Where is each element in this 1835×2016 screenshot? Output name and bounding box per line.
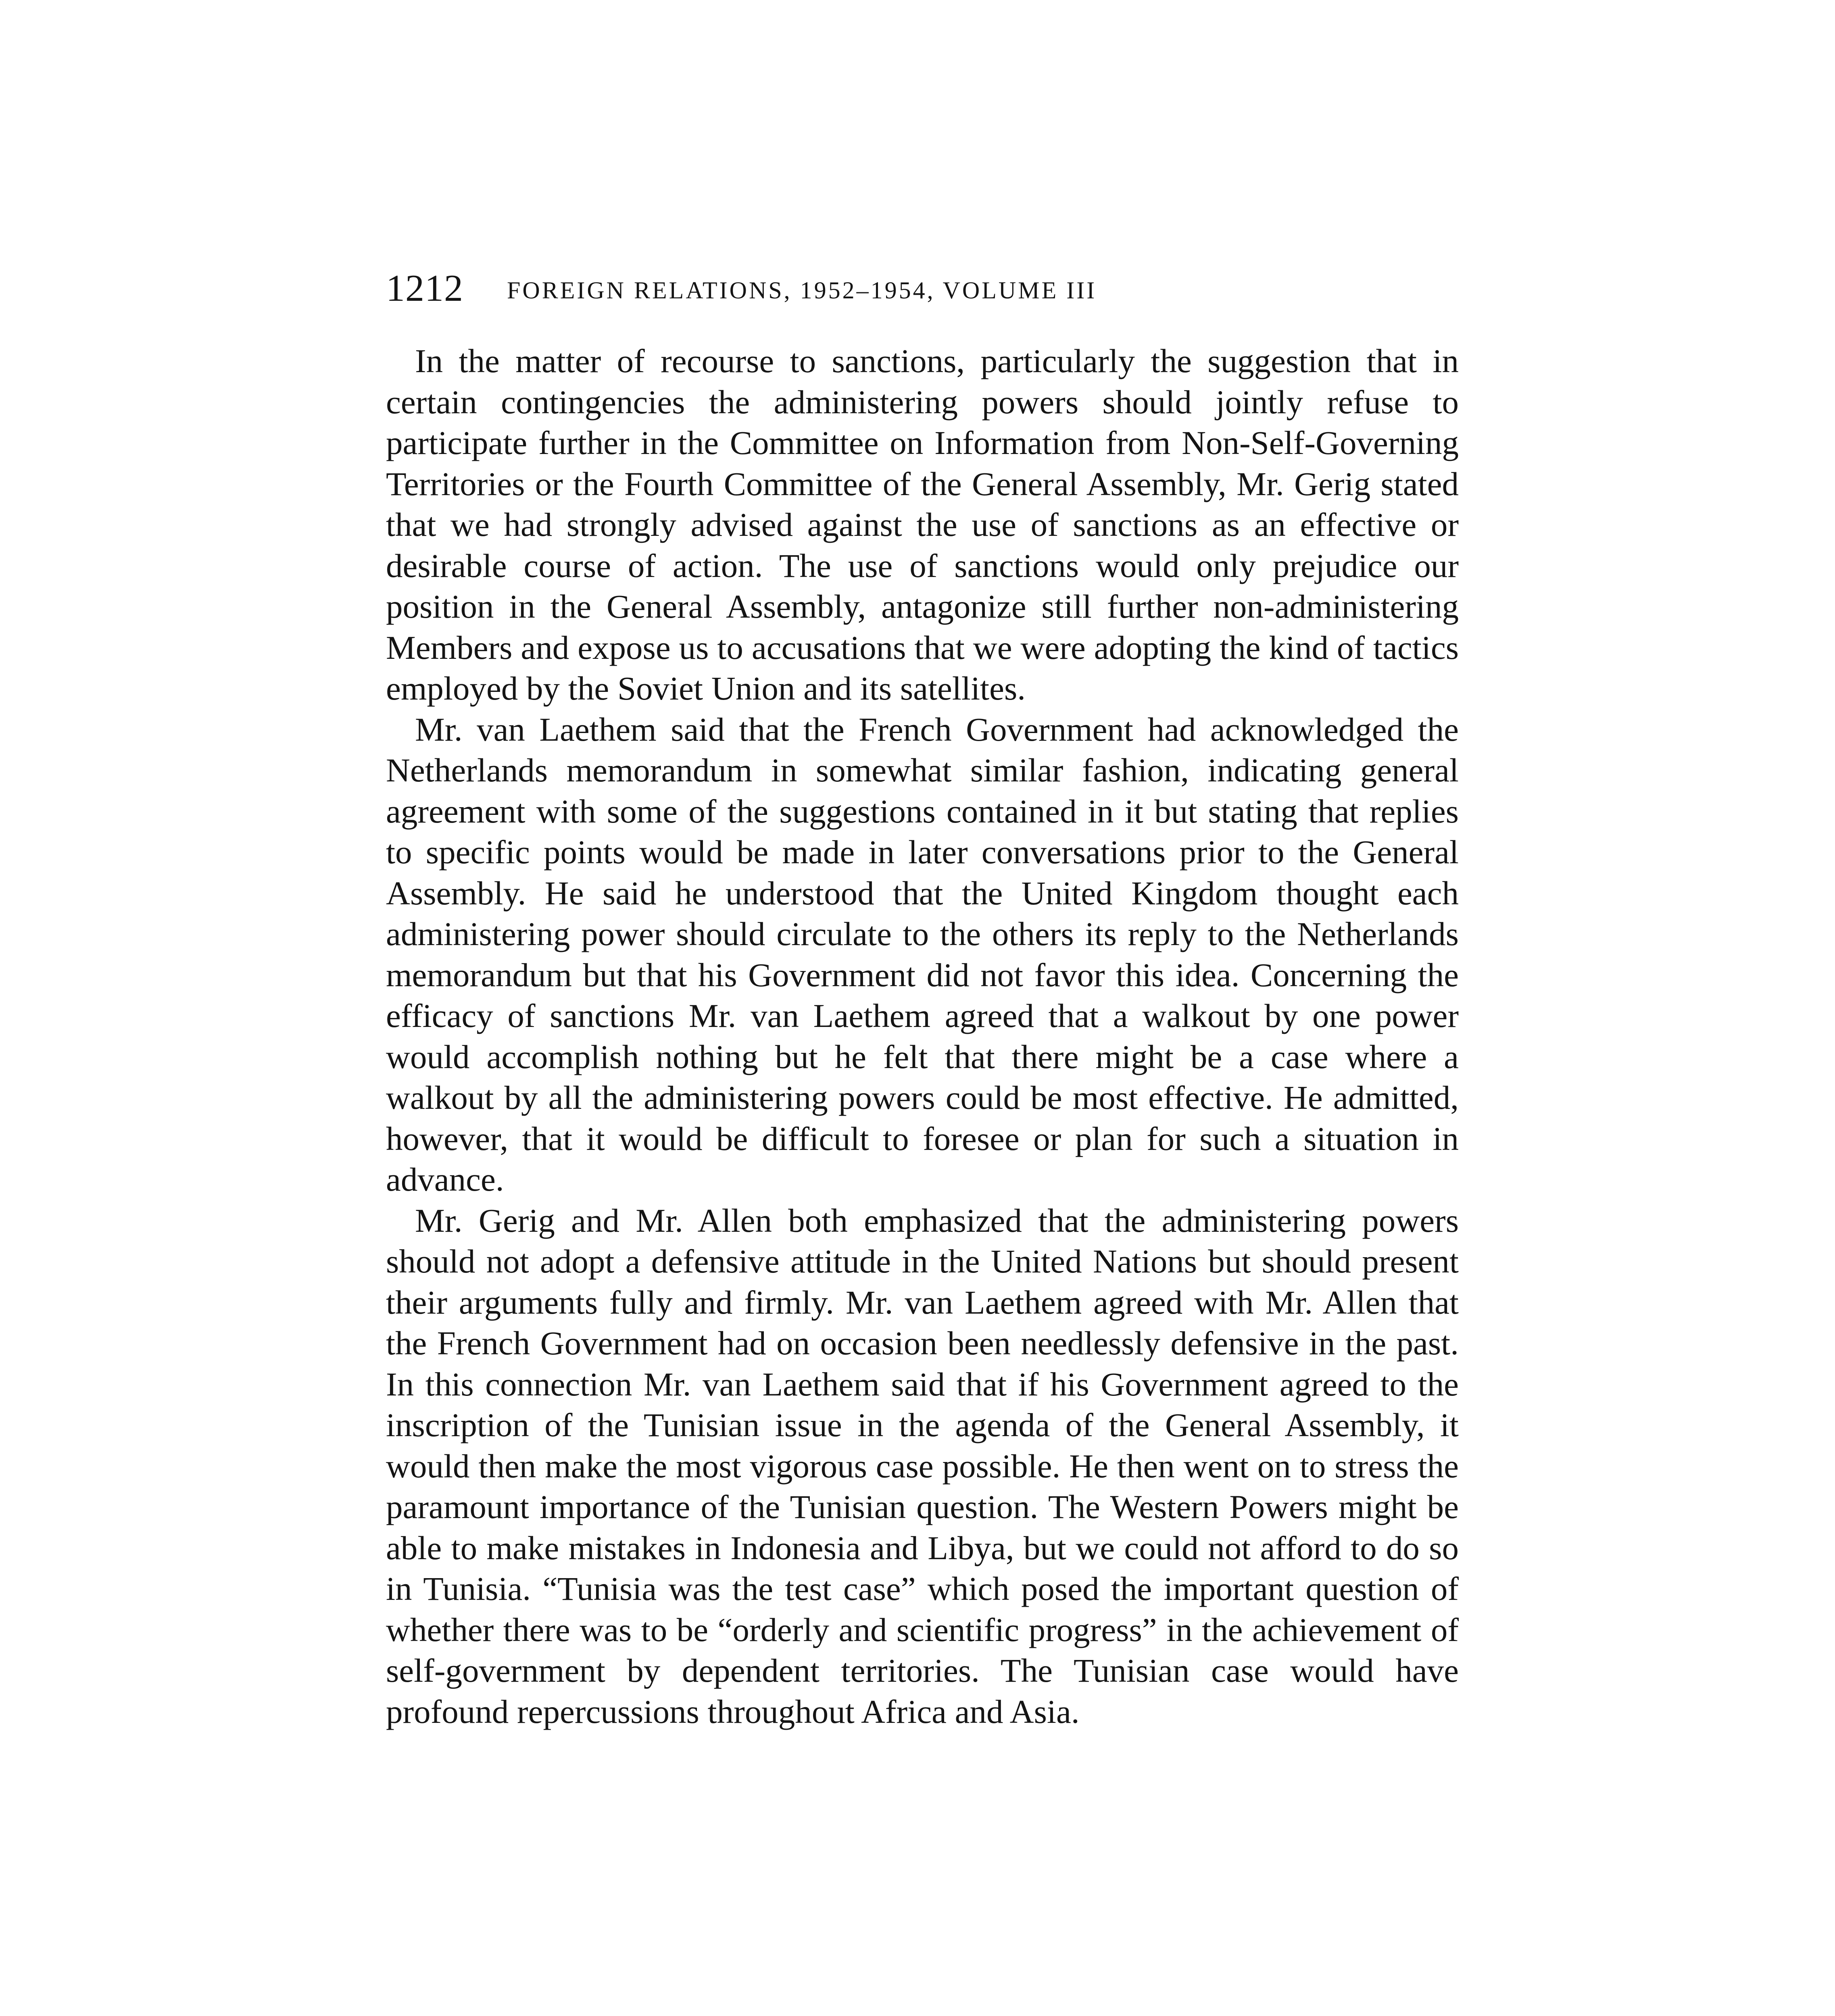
body-text: [386, 341, 1459, 1732]
running-head: FOREIGN RELATIONS, 1952–1954, VOLUME III: [507, 277, 1097, 304]
paragraph-sanctions: In the matter of recourse to sanctions, particularly the suggestion that in certain contingencies the administering powers should jointly refuse to participate further in the Committee on Information from Non-Self-Governing Territories or the Fourth Committee of the General Assembly, Mr. Gerig stated that we had strongly advised against the use of sanctions as an effective or desirable course of action. The use of sanctions would only prejudice our position in the General Assembly, antagonize still further non-administering Members and expose us to accusations that we were adopting the kind of tactics employed by the Soviet Union and its satellites.: [386, 342, 1459, 707]
paragraph-tunisian-question: Mr. Gerig and Mr. Allen both emphasized that the administering powers should not adopt a defensive attitude in the United Nations but should present their arguments fully and firmly. Mr. van Laethem agreed with Mr. Allen that the French Government had on occasion been needlessly defensive in the past. In this connection Mr. van Laethem said that if his Government agreed to the inscription of the Tunisian issue in the agenda of the General Assembly, it would then make the most vigorous case possible. He then went on to stress the paramount importance of the Tunisian question. The Western Powers might be able to make mistakes in Indonesia and Libya, but we could not afford to do so in Tunisia. “Tunisia was the test case” which posed the important question of whether there was to be “orderly and scientific progress” in the achievement of self-government by dependent territories. The Tunisian case would have profound repercussions throughout Africa and Asia.: [386, 1202, 1459, 1730]
paragraph-van-laethem-response: Mr. van Laethem said that the French Government had acknowledged the Netherlands memorandum in somewhat similar fashion, indicating general agreement with some of the suggestions contained in it but stating that replies to specific points would be made in later conversations prior to the General Assembly. He said he understood that the United Kingdom thought each administering power should circulate to the others its reply to the Netherlands memorandum but that his Government did not favor this idea. Concerning the efficacy of sanctions Mr. van Laethem agreed that a walkout by one power would accomplish nothing but he felt that there might be a case where a walkout by all the administering powers could be most effective. He admitted, however, that it would be difficult to foresee or plan for such a situation in advance.: [386, 710, 1459, 1198]
page-number: 1212: [386, 267, 463, 309]
page-header: [386, 266, 1459, 310]
